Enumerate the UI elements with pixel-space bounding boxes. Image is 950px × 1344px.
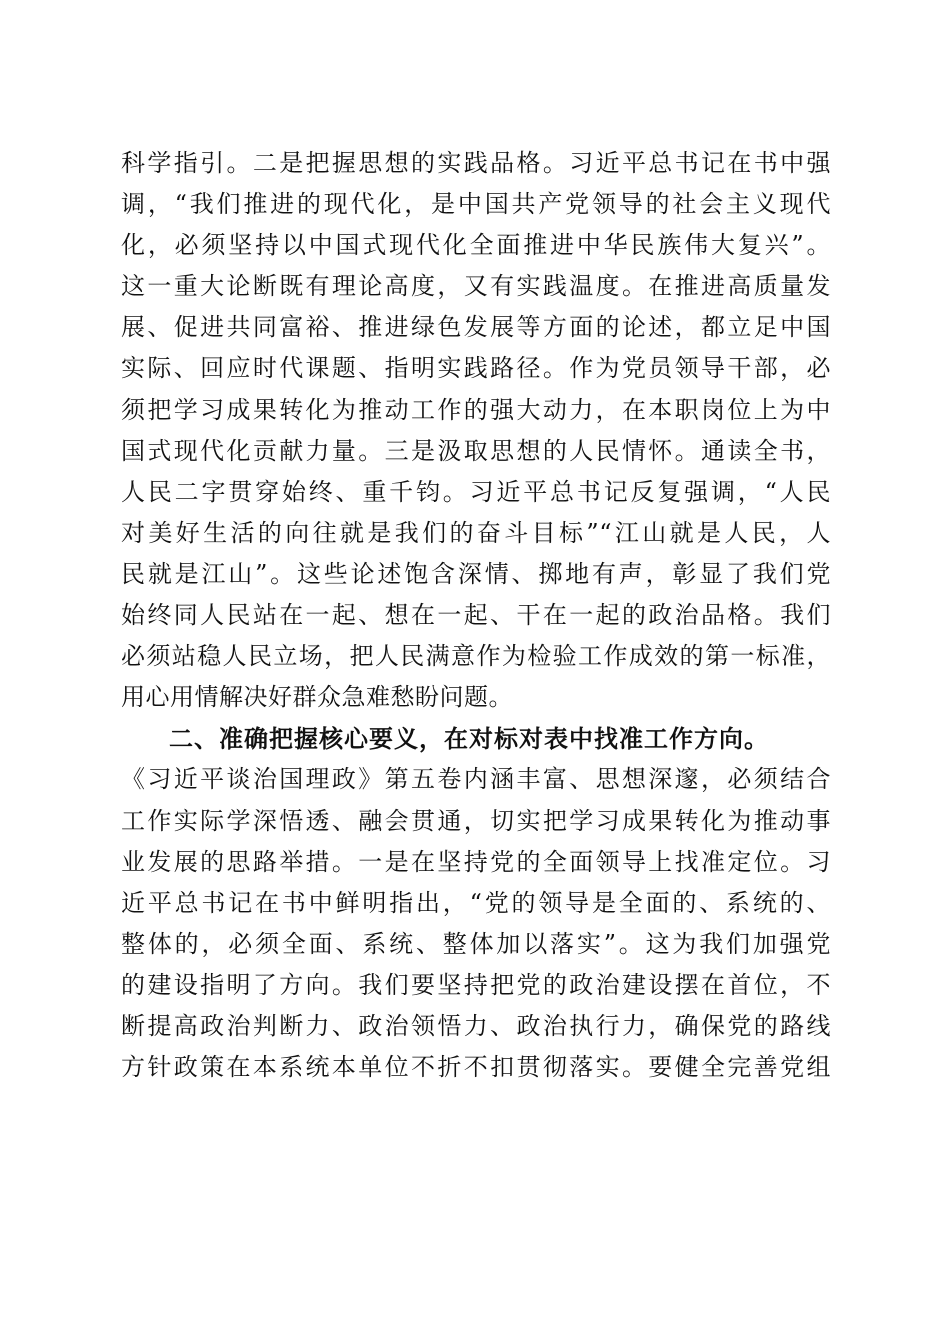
body-text — [121, 143, 831, 1088]
text-line: 科学指引。二是把握思想的实践品格。习近平总书记在书中强 — [121, 149, 831, 177]
section-heading: 二、准确把握核心要义，在对标对表中找准工作方向。 — [169, 724, 769, 754]
text-line: 对美好生活的向往就是我们的奋斗目标”“江山就是人民，人 — [121, 518, 831, 547]
text-line: 断提高政治判断力、政治领悟力、政治执行力，确保党的路线 — [121, 1011, 831, 1040]
text-line: 业发展的思路举措。一是在坚持党的全面领导上找准定位。习 — [121, 847, 831, 876]
text-line: 的建设指明了方向。我们要坚持把党的政治建设摆在首位，不 — [121, 970, 831, 999]
text-line: 民就是江山”。这些论述饱含深情、掷地有声，彰显了我们党 — [121, 559, 831, 588]
text-line: 实际、回应时代课题、指明实践路径。作为党员领导干部，必 — [121, 354, 831, 383]
text-line: 这一重大论断既有理论高度，又有实践温度。在推进高质量发 — [121, 272, 831, 301]
text-line: 化，必须坚持以中国式现代化全面推进中华民族伟大复兴”。 — [121, 231, 831, 260]
text-line: 《习近平谈治国理政》第五卷内涵丰富、思想深邃，必须结合 — [121, 765, 831, 794]
text-line: 方针政策在本系统本单位不折不扣贯彻落实。要健全完善党组 — [121, 1053, 831, 1082]
text-line: 须把学习成果转化为推动工作的强大动力，在本职岗位上为中 — [121, 395, 831, 424]
text-line: 整体的，必须全面、系统、整体加以落实”。这为我们加强党 — [121, 929, 831, 958]
text-line: 用心用情解决好群众急难愁盼问题。 — [121, 683, 513, 712]
text-line: 始终同人民站在一起、想在一起、干在一起的政治品格。我们 — [121, 601, 831, 630]
text-line: 国式现代化贡献力量。三是汲取思想的人民情怀。通读全书， — [121, 436, 831, 465]
text-line: 工作实际学深悟透、融会贯通，切实把学习成果转化为推动事 — [121, 806, 831, 835]
text-line: 人民二字贯穿始终、重千钧。习近平总书记反复强调，“人民 — [121, 477, 831, 506]
text-line: 必须站稳人民立场，把人民满意作为检验工作成效的第一标准， — [121, 642, 831, 671]
text-line: 展、促进共同富裕、推进绿色发展等方面的论述，都立足中国 — [121, 313, 831, 342]
text-line: 近平总书记在书中鲜明指出，“党的领导是全面的、系统的、 — [121, 888, 831, 917]
text-line: 调，“我们推进的现代化，是中国共产党领导的社会主义现代 — [121, 190, 831, 219]
